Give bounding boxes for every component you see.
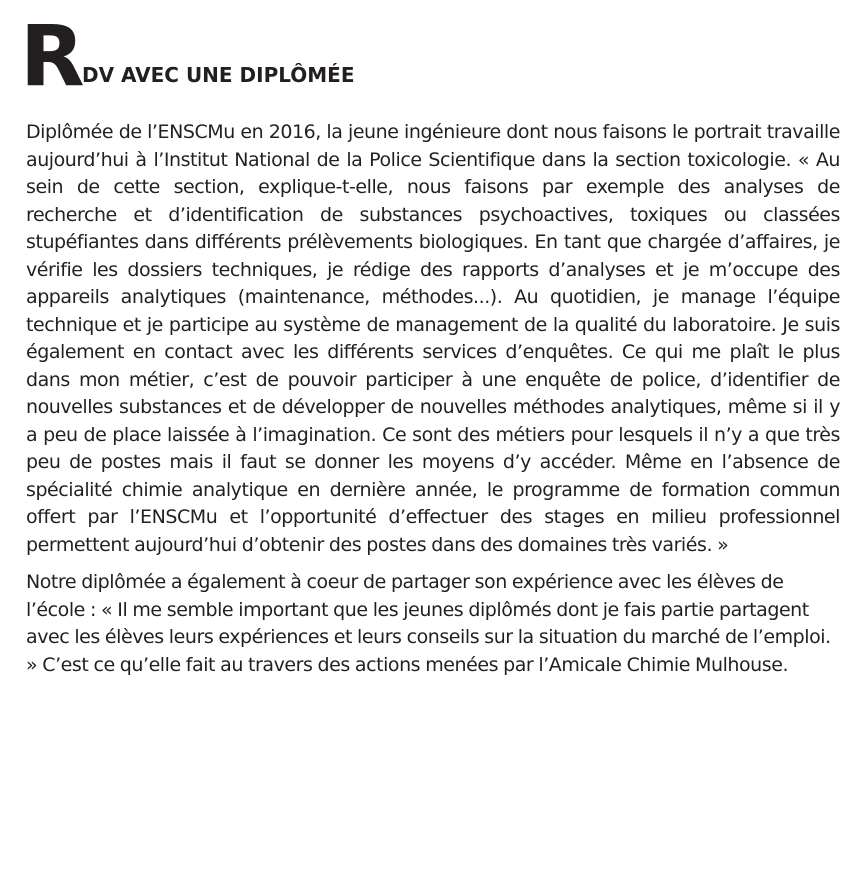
- article-paragraph-2: Notre diplômée a également à coeur de partager son expérience avec les élèves de l’école : « Il me semble important que les jeunes diplômés dont je fais partie partagent avec les élèves leurs expériences et leurs conseils sur la situation du marché de l’emploi. » C’est ce qu’elle fait au travers des actions menées par l’Amicale Chimie Mulhouse.: [26, 571, 831, 676]
- article-title: DV AVEC UNE DIPLÔMÉE: [82, 63, 355, 87]
- article-paragraph-1: Diplômée de l’ENSCMu en 2016, la jeune ingénieure dont nous faisons le portrait travaille aujourd’hui à l’Institut National de la Police Scientifique dans la section toxicologie. « Au sein de cette section, explique-t-elle, nous faisons par exemple des analyses de recherche et d’identification de substances psychoactives, toxiques ou classées stupéfiantes dans différents prélèvements biologiques. En tant que chargée d’affaires, je vérifie les dossiers techniques, je rédige des rapports d’analyses et je m’occupe des appareils analytiques (maintenance, méthodes...). Au quotidien, je manage l’équipe technique et je participe au système de management de la qualité du laboratoire. Je suis également en contact avec les différents services d’enquêtes. Ce qui me plaît le plus dans mon métier, c’est de pouvoir participer à une enquête de police, d’identifier de nouvelles substances et de développer de nouvelles méthodes analytiques, même si il y a peu de place laissée à l’imagination. Ce sont des métiers pour lesquels il n’y a que très peu de postes mais il faut se donner les moyens d’y accéder. Même en l’absence de spécialité chimie analytique en dernière année, le programme de formation commun offert par l’ENSCMu et l’opportunité d’effectuer des stages en milieu professionnel permettent aujourd’hui d’obtenir des postes dans des domaines très variés. »: [26, 121, 840, 556]
- article-header: [20, 7, 840, 105]
- article-body: [26, 119, 840, 679]
- drop-cap-letter: R: [20, 7, 83, 105]
